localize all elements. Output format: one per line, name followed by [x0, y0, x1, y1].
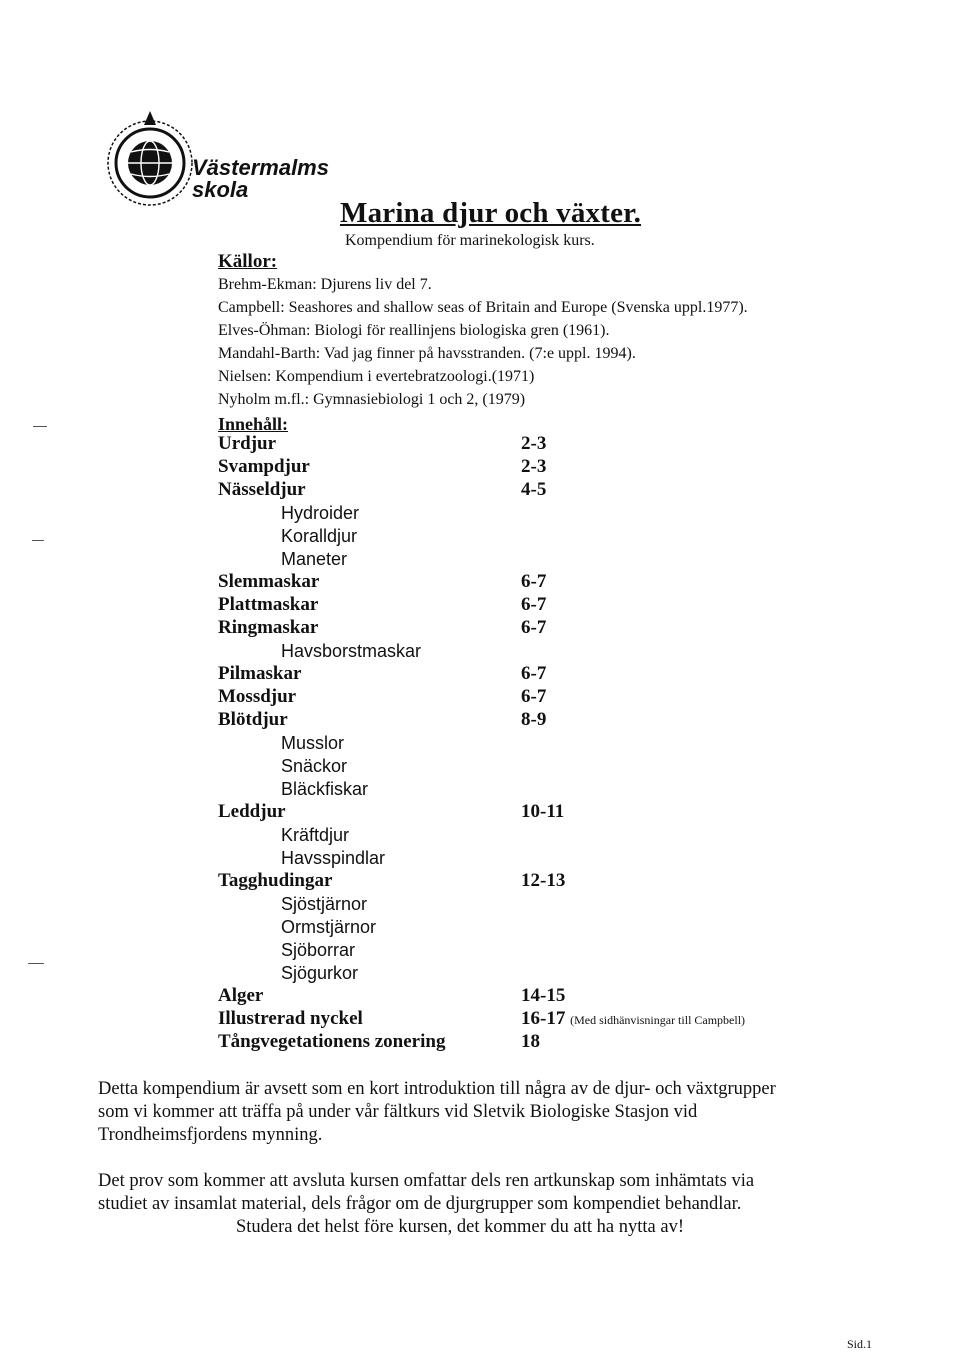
toc-subentry: Havsspindlar [281, 848, 386, 868]
toc-entry: Ringmaskar [218, 617, 319, 638]
intro-line: som vi kommer att träffa på under vår fältkurs vid Sletvik Biologiske Stasjon vid [98, 1102, 698, 1122]
toc-subentry: Snäckor [281, 756, 348, 776]
toc-subentry: Musslor [281, 733, 345, 753]
toc-entry: Illustrerad nyckel [218, 1008, 363, 1029]
toc-subentry: Koralldjur [281, 526, 358, 546]
scan-mark [28, 963, 44, 964]
document-subtitle: Kompendium för marinekologisk kurs. [345, 232, 595, 249]
toc-subentry: Sjöstjärnor [281, 894, 368, 914]
source-item: Campbell: Seashores and shallow seas of Britain and Europe (Svenska uppl.1977). [218, 299, 748, 316]
source-item: Mandahl-Barth: Vad jag finner på havsstranden. (7:e uppl. 1994). [218, 345, 636, 362]
toc-entry: Urdjur [218, 433, 277, 454]
toc-subentry: Havsborstmaskar [281, 641, 422, 661]
toc-entry: Pilmaskar [218, 663, 302, 684]
source-item: Brehm-Ekman: Djurens liv del 7. [218, 276, 432, 293]
contents-heading: Innehåll: [218, 414, 289, 434]
toc-page: 4-5 [521, 479, 547, 500]
intro-line: Det prov som kommer att avsluta kursen omfattar dels ren artkunskap som inhämtats via [98, 1171, 755, 1191]
toc-page: 6-7 [521, 594, 547, 615]
toc-subentry: Kräftdjur [281, 825, 350, 845]
toc-subentry: Sjöborrar [281, 940, 356, 960]
toc-entry: Alger [218, 985, 264, 1006]
toc-entry: Nässeldjur [218, 479, 306, 500]
toc-subentry: Ormstjärnor [281, 917, 377, 937]
scan-mark [33, 426, 47, 427]
school-name-line2: skola [192, 177, 249, 202]
toc-page: 6-7 [521, 686, 547, 707]
toc-subentry: Hydroider [281, 503, 360, 523]
school-name-line1: Västermalms [192, 155, 329, 180]
toc-page: 2-3 [521, 433, 547, 454]
toc-page: 14-15 [521, 985, 566, 1006]
sources-heading: Källor: [218, 251, 278, 272]
toc-subentry: Maneter [281, 549, 348, 569]
toc-entry: Tagghudingar [218, 870, 333, 891]
toc-page: 16-17 [521, 1008, 566, 1029]
source-item: Elves-Öhman: Biologi för reallinjens biologiska gren (1961). [218, 322, 610, 339]
toc-page: 6-7 [521, 617, 547, 638]
toc-page: 6-7 [521, 663, 547, 684]
toc-entry: Leddjur [218, 801, 286, 822]
toc-entry: Mossdjur [218, 686, 297, 707]
toc-subentry: Sjögurkor [281, 963, 359, 983]
school-logo [100, 105, 329, 215]
toc-entry: Slemmaskar [218, 571, 320, 592]
toc-entry: Blötdjur [218, 709, 288, 730]
toc-entry: Svampdjur [218, 456, 310, 477]
toc-page: 10-11 [521, 801, 565, 822]
intro-line: Detta kompendium är avsett som en kort introduktion till några av de djur- och växtgrupper [98, 1079, 776, 1099]
scan-mark [32, 540, 44, 541]
toc-page: 12-13 [521, 870, 566, 891]
intro-line: Trondheimsfjordens mynning. [98, 1125, 323, 1145]
intro-line: studiet av insamlat material, dels frågor om de djurgrupper som kompendiet behandlar. [98, 1194, 742, 1214]
toc-page: 18 [521, 1031, 540, 1052]
toc-page-with-note [521, 1008, 745, 1031]
toc-entry: Tångvegetationens zonering [218, 1031, 446, 1052]
globe-emblem-icon [100, 105, 200, 215]
closing-line: Studera det helst före kursen, det kommer du att ha nytta av! [236, 1217, 684, 1237]
source-item: Nielsen: Kompendium i evertebratzoologi.(1971) [218, 368, 535, 385]
toc-entry: Plattmaskar [218, 594, 319, 615]
toc-page: 2-3 [521, 456, 547, 477]
toc-note: (Med sidhänvisningar till Campbell) [570, 1013, 746, 1027]
source-item: Nyholm m.fl.: Gymnasiebiologi 1 och 2, (1979) [218, 391, 526, 408]
toc-page: 8-9 [521, 709, 547, 730]
toc-page: 6-7 [521, 571, 547, 592]
document-title: Marina djur och växter. [340, 197, 642, 229]
page-number: Sid.1 [847, 1337, 873, 1351]
toc-subentry: Bläckfiskar [281, 779, 369, 799]
